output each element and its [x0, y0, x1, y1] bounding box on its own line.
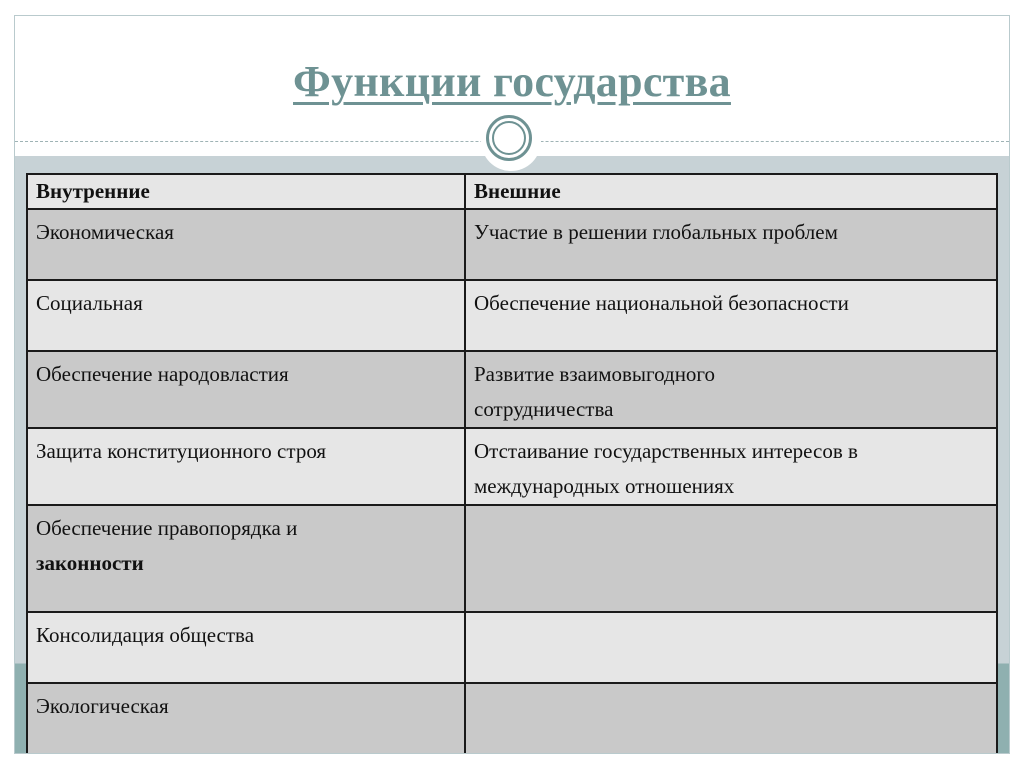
slide-title: Функции государства: [293, 57, 731, 106]
functions-table: [26, 173, 998, 754]
cell-internal: Консолидация общества: [27, 612, 465, 683]
cell-external: Отстаивание государственных интересов в международных отношениях: [465, 428, 997, 505]
cell-external: Обеспечение национальной безопасности: [465, 280, 997, 351]
table-header-row: [27, 174, 997, 209]
cell-external: [465, 683, 997, 754]
cell-internal: Защита конституционного строя: [27, 428, 465, 505]
table-row: [27, 683, 997, 754]
cell-external: Участие в решении глобальных проблем: [465, 209, 997, 280]
cell-internal: Обеспечение правопорядка и законности: [27, 505, 465, 612]
table-row: [27, 428, 997, 505]
table-row: [27, 209, 997, 280]
table-row: [27, 280, 997, 351]
cell-internal: Обеспечение народовластия: [27, 351, 465, 428]
table-row: [27, 505, 997, 612]
cell-internal: Социальная: [27, 280, 465, 351]
table-row: [27, 612, 997, 683]
table-row: [27, 351, 997, 428]
cell-internal: Экологическая: [27, 683, 465, 754]
circle-ornament-icon: [486, 115, 532, 161]
header-internal: Внутренние: [27, 174, 465, 209]
slide: [14, 15, 1010, 754]
cell-external: [465, 612, 997, 683]
cell-internal: Экономическая: [27, 209, 465, 280]
cell-external: [465, 505, 997, 612]
cell-external: Развитие взаимовыгодного сотрудничества: [465, 351, 997, 428]
header-external: Внешние: [465, 174, 997, 209]
